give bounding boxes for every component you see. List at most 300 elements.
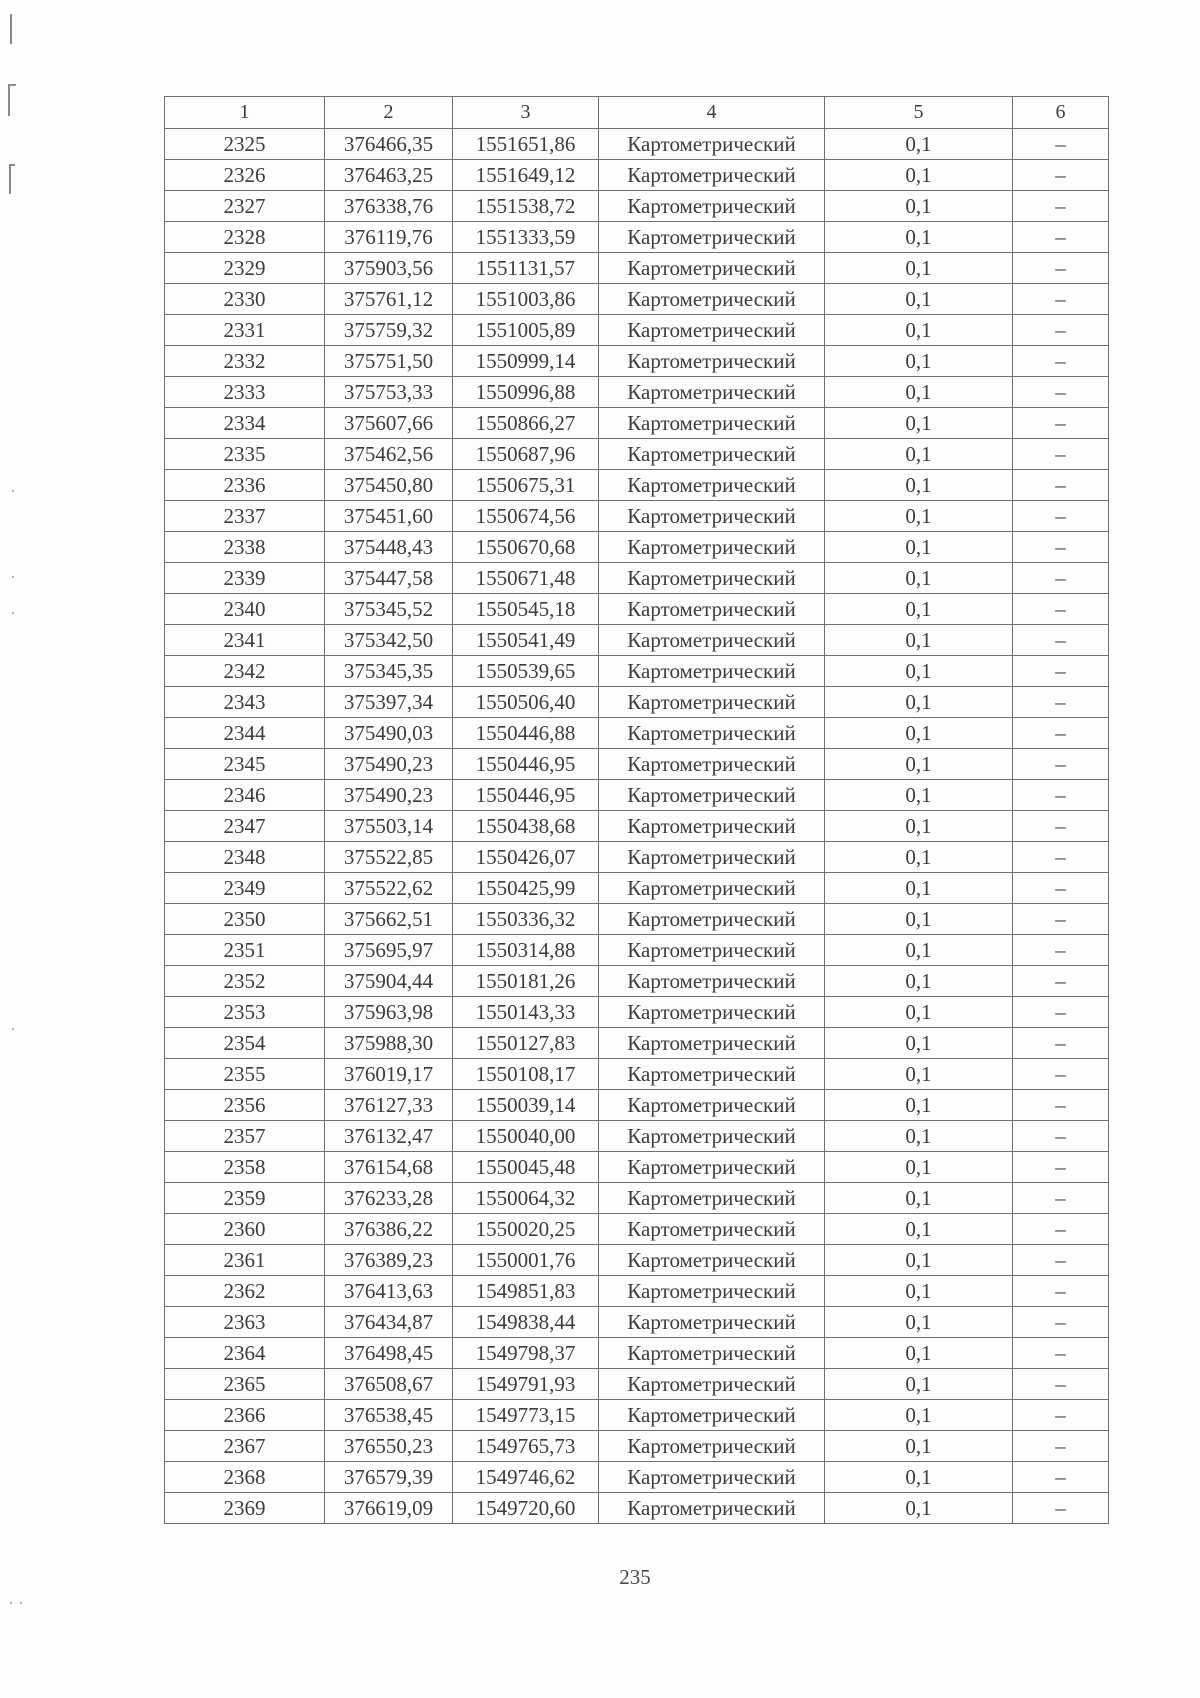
table-row [165, 842, 1109, 873]
description-cell: – [1013, 222, 1109, 253]
y-coordinate-cell: 1550001,76 [453, 1245, 599, 1276]
table-row [165, 1090, 1109, 1121]
point-number-cell: 2326 [165, 160, 325, 191]
x-coordinate-cell: 376434,87 [325, 1307, 453, 1338]
x-coordinate-cell: 375448,43 [325, 532, 453, 563]
x-coordinate-cell: 375662,51 [325, 904, 453, 935]
accuracy-cell: 0,1 [825, 687, 1013, 718]
x-coordinate-cell: 375447,58 [325, 563, 453, 594]
scan-artifact-dot [12, 490, 14, 492]
description-cell: – [1013, 1214, 1109, 1245]
table-row [165, 1431, 1109, 1462]
accuracy-cell: 0,1 [825, 935, 1013, 966]
scan-artifact-bracket [9, 164, 11, 194]
x-coordinate-cell: 375451,60 [325, 501, 453, 532]
description-cell: – [1013, 377, 1109, 408]
description-cell: – [1013, 129, 1109, 160]
x-coordinate-cell: 375490,23 [325, 780, 453, 811]
point-number-cell: 2344 [165, 718, 325, 749]
point-number-cell: 2341 [165, 625, 325, 656]
y-coordinate-cell: 1549791,93 [453, 1369, 599, 1400]
table-row [165, 904, 1109, 935]
description-cell: – [1013, 160, 1109, 191]
column-header: 1 [165, 97, 325, 129]
y-coordinate-cell: 1550143,33 [453, 997, 599, 1028]
x-coordinate-cell: 375904,44 [325, 966, 453, 997]
point-number-cell: 2351 [165, 935, 325, 966]
method-cell: Картометрический [599, 1183, 825, 1214]
description-cell: – [1013, 594, 1109, 625]
point-number-cell: 2363 [165, 1307, 325, 1338]
method-cell: Картометрический [599, 997, 825, 1028]
scan-artifact-dot [12, 576, 14, 578]
y-coordinate-cell: 1550539,65 [453, 656, 599, 687]
y-coordinate-cell: 1549765,73 [453, 1431, 599, 1462]
x-coordinate-cell: 376019,17 [325, 1059, 453, 1090]
method-cell: Картометрический [599, 873, 825, 904]
point-number-cell: 2339 [165, 563, 325, 594]
accuracy-cell: 0,1 [825, 656, 1013, 687]
method-cell: Картометрический [599, 842, 825, 873]
accuracy-cell: 0,1 [825, 842, 1013, 873]
y-coordinate-cell: 1550999,14 [453, 346, 599, 377]
method-cell: Картометрический [599, 222, 825, 253]
method-cell: Картометрический [599, 1028, 825, 1059]
accuracy-cell: 0,1 [825, 966, 1013, 997]
table-row [165, 625, 1109, 656]
table-row [165, 594, 1109, 625]
y-coordinate-cell: 1550866,27 [453, 408, 599, 439]
accuracy-cell: 0,1 [825, 191, 1013, 222]
y-coordinate-cell: 1551538,72 [453, 191, 599, 222]
table-row [165, 873, 1109, 904]
y-coordinate-cell: 1550446,88 [453, 718, 599, 749]
method-cell: Картометрический [599, 160, 825, 191]
description-cell: – [1013, 1183, 1109, 1214]
method-cell: Картометрический [599, 1493, 825, 1524]
y-coordinate-cell: 1550506,40 [453, 687, 599, 718]
scan-artifact-dot [10, 1602, 12, 1604]
x-coordinate-cell: 375988,30 [325, 1028, 453, 1059]
accuracy-cell: 0,1 [825, 377, 1013, 408]
y-coordinate-cell: 1551649,12 [453, 160, 599, 191]
description-cell: – [1013, 718, 1109, 749]
table-row [165, 1462, 1109, 1493]
y-coordinate-cell: 1550671,48 [453, 563, 599, 594]
description-cell: – [1013, 439, 1109, 470]
point-number-cell: 2345 [165, 749, 325, 780]
y-coordinate-cell: 1551333,59 [453, 222, 599, 253]
point-number-cell: 2362 [165, 1276, 325, 1307]
y-coordinate-cell: 1549720,60 [453, 1493, 599, 1524]
description-cell: – [1013, 501, 1109, 532]
accuracy-cell: 0,1 [825, 1059, 1013, 1090]
method-cell: Картометрический [599, 191, 825, 222]
accuracy-cell: 0,1 [825, 129, 1013, 160]
x-coordinate-cell: 376466,35 [325, 129, 453, 160]
table-row [165, 1121, 1109, 1152]
point-number-cell: 2364 [165, 1338, 325, 1369]
x-coordinate-cell: 375490,03 [325, 718, 453, 749]
table-row [165, 253, 1109, 284]
y-coordinate-cell: 1550674,56 [453, 501, 599, 532]
accuracy-cell: 0,1 [825, 997, 1013, 1028]
description-cell: – [1013, 532, 1109, 563]
column-header: 2 [325, 97, 453, 129]
y-coordinate-cell: 1550541,49 [453, 625, 599, 656]
description-cell: – [1013, 1493, 1109, 1524]
y-coordinate-cell: 1550040,00 [453, 1121, 599, 1152]
method-cell: Картометрический [599, 811, 825, 842]
point-number-cell: 2346 [165, 780, 325, 811]
description-cell: – [1013, 1338, 1109, 1369]
x-coordinate-cell: 376463,25 [325, 160, 453, 191]
description-cell: – [1013, 191, 1109, 222]
accuracy-cell: 0,1 [825, 470, 1013, 501]
x-coordinate-cell: 375963,98 [325, 997, 453, 1028]
y-coordinate-cell: 1550064,32 [453, 1183, 599, 1214]
table-row [165, 563, 1109, 594]
table-row [165, 1152, 1109, 1183]
accuracy-cell: 0,1 [825, 625, 1013, 656]
table-body [165, 129, 1109, 1524]
accuracy-cell: 0,1 [825, 1121, 1013, 1152]
method-cell: Картометрический [599, 966, 825, 997]
scan-artifact-bracket [8, 84, 16, 86]
accuracy-cell: 0,1 [825, 811, 1013, 842]
accuracy-cell: 0,1 [825, 1028, 1013, 1059]
table-row [165, 1307, 1109, 1338]
table-row [165, 1493, 1109, 1524]
method-cell: Картометрический [599, 1059, 825, 1090]
description-cell: – [1013, 625, 1109, 656]
accuracy-cell: 0,1 [825, 563, 1013, 594]
table-row [165, 780, 1109, 811]
description-cell: – [1013, 1462, 1109, 1493]
y-coordinate-cell: 1550545,18 [453, 594, 599, 625]
method-cell: Картометрический [599, 1400, 825, 1431]
method-cell: Картометрический [599, 1152, 825, 1183]
point-number-cell: 2348 [165, 842, 325, 873]
point-number-cell: 2361 [165, 1245, 325, 1276]
description-cell: – [1013, 1090, 1109, 1121]
x-coordinate-cell: 376579,39 [325, 1462, 453, 1493]
table-row [165, 1338, 1109, 1369]
x-coordinate-cell: 376413,63 [325, 1276, 453, 1307]
table-row [165, 1028, 1109, 1059]
accuracy-cell: 0,1 [825, 408, 1013, 439]
y-coordinate-cell: 1550127,83 [453, 1028, 599, 1059]
table-row [165, 315, 1109, 346]
description-cell: – [1013, 1059, 1109, 1090]
point-number-cell: 2359 [165, 1183, 325, 1214]
table-row [165, 408, 1109, 439]
x-coordinate-cell: 375759,32 [325, 315, 453, 346]
description-cell: – [1013, 966, 1109, 997]
description-cell: – [1013, 935, 1109, 966]
y-coordinate-cell: 1549746,62 [453, 1462, 599, 1493]
description-cell: – [1013, 284, 1109, 315]
description-cell: – [1013, 749, 1109, 780]
x-coordinate-cell: 375397,34 [325, 687, 453, 718]
y-coordinate-cell: 1549798,37 [453, 1338, 599, 1369]
x-coordinate-cell: 375753,33 [325, 377, 453, 408]
accuracy-cell: 0,1 [825, 346, 1013, 377]
x-coordinate-cell: 375695,97 [325, 935, 453, 966]
description-cell: – [1013, 904, 1109, 935]
y-coordinate-cell: 1550675,31 [453, 470, 599, 501]
y-coordinate-cell: 1550687,96 [453, 439, 599, 470]
point-number-cell: 2328 [165, 222, 325, 253]
description-cell: – [1013, 780, 1109, 811]
method-cell: Картометрический [599, 501, 825, 532]
table-row [165, 222, 1109, 253]
table-header-row [165, 97, 1109, 129]
accuracy-cell: 0,1 [825, 1245, 1013, 1276]
method-cell: Картометрический [599, 1121, 825, 1152]
accuracy-cell: 0,1 [825, 1152, 1013, 1183]
x-coordinate-cell: 376619,09 [325, 1493, 453, 1524]
scan-artifact-dot [20, 1602, 22, 1604]
table-row [165, 284, 1109, 315]
method-cell: Картометрический [599, 780, 825, 811]
x-coordinate-cell: 375462,56 [325, 439, 453, 470]
x-coordinate-cell: 375903,56 [325, 253, 453, 284]
table-row [165, 346, 1109, 377]
description-cell: – [1013, 842, 1109, 873]
page-number: 235 [619, 1565, 651, 1589]
method-cell: Картометрический [599, 315, 825, 346]
method-cell: Картометрический [599, 749, 825, 780]
x-coordinate-cell: 375751,50 [325, 346, 453, 377]
point-number-cell: 2329 [165, 253, 325, 284]
method-cell: Картометрический [599, 1307, 825, 1338]
y-coordinate-cell: 1550446,95 [453, 749, 599, 780]
method-cell: Картометрический [599, 346, 825, 377]
method-cell: Картометрический [599, 408, 825, 439]
method-cell: Картометрический [599, 284, 825, 315]
y-coordinate-cell: 1550425,99 [453, 873, 599, 904]
accuracy-cell: 0,1 [825, 904, 1013, 935]
y-coordinate-cell: 1550020,25 [453, 1214, 599, 1245]
column-header: 3 [453, 97, 599, 129]
y-coordinate-cell: 1550045,48 [453, 1152, 599, 1183]
table-row [165, 1276, 1109, 1307]
point-number-cell: 2356 [165, 1090, 325, 1121]
accuracy-cell: 0,1 [825, 1307, 1013, 1338]
method-cell: Картометрический [599, 594, 825, 625]
description-cell: – [1013, 470, 1109, 501]
point-number-cell: 2352 [165, 966, 325, 997]
accuracy-cell: 0,1 [825, 873, 1013, 904]
accuracy-cell: 0,1 [825, 780, 1013, 811]
y-coordinate-cell: 1550336,32 [453, 904, 599, 935]
description-cell: – [1013, 253, 1109, 284]
table-row [165, 1369, 1109, 1400]
coordinates-table [164, 96, 1109, 1524]
x-coordinate-cell: 375522,62 [325, 873, 453, 904]
description-cell: – [1013, 346, 1109, 377]
method-cell: Картометрический [599, 532, 825, 563]
method-cell: Картометрический [599, 253, 825, 284]
point-number-cell: 2331 [165, 315, 325, 346]
table-row [165, 966, 1109, 997]
y-coordinate-cell: 1550670,68 [453, 532, 599, 563]
accuracy-cell: 0,1 [825, 160, 1013, 191]
scan-artifact-bracket [8, 84, 10, 116]
x-coordinate-cell: 376119,76 [325, 222, 453, 253]
table-row [165, 997, 1109, 1028]
method-cell: Картометрический [599, 1369, 825, 1400]
x-coordinate-cell: 376154,68 [325, 1152, 453, 1183]
point-number-cell: 2333 [165, 377, 325, 408]
table-row [165, 532, 1109, 563]
x-coordinate-cell: 376132,47 [325, 1121, 453, 1152]
x-coordinate-cell: 375345,35 [325, 656, 453, 687]
table-row [165, 749, 1109, 780]
method-cell: Картометрический [599, 563, 825, 594]
accuracy-cell: 0,1 [825, 1431, 1013, 1462]
description-cell: – [1013, 811, 1109, 842]
accuracy-cell: 0,1 [825, 501, 1013, 532]
point-number-cell: 2343 [165, 687, 325, 718]
point-number-cell: 2327 [165, 191, 325, 222]
accuracy-cell: 0,1 [825, 1338, 1013, 1369]
point-number-cell: 2360 [165, 1214, 325, 1245]
point-number-cell: 2330 [165, 284, 325, 315]
method-cell: Картометрический [599, 1245, 825, 1276]
y-coordinate-cell: 1551651,86 [453, 129, 599, 160]
point-number-cell: 2354 [165, 1028, 325, 1059]
point-number-cell: 2340 [165, 594, 325, 625]
accuracy-cell: 0,1 [825, 222, 1013, 253]
method-cell: Картометрический [599, 1338, 825, 1369]
y-coordinate-cell: 1549838,44 [453, 1307, 599, 1338]
table-row [165, 439, 1109, 470]
table-row [165, 377, 1109, 408]
x-coordinate-cell: 375490,23 [325, 749, 453, 780]
accuracy-cell: 0,1 [825, 1400, 1013, 1431]
x-coordinate-cell: 376127,33 [325, 1090, 453, 1121]
x-coordinate-cell: 376386,22 [325, 1214, 453, 1245]
y-coordinate-cell: 1550108,17 [453, 1059, 599, 1090]
accuracy-cell: 0,1 [825, 253, 1013, 284]
table-row [165, 687, 1109, 718]
y-coordinate-cell: 1550314,88 [453, 935, 599, 966]
description-cell: – [1013, 408, 1109, 439]
scan-artifact-dot [12, 612, 14, 614]
y-coordinate-cell: 1550426,07 [453, 842, 599, 873]
point-number-cell: 2335 [165, 439, 325, 470]
x-coordinate-cell: 376498,45 [325, 1338, 453, 1369]
x-coordinate-cell: 375761,12 [325, 284, 453, 315]
scan-artifact-line [10, 14, 12, 44]
x-coordinate-cell: 375342,50 [325, 625, 453, 656]
scan-artifact-bracket [9, 164, 15, 166]
table-row [165, 718, 1109, 749]
description-cell: – [1013, 1121, 1109, 1152]
method-cell: Картометрический [599, 935, 825, 966]
description-cell: – [1013, 1276, 1109, 1307]
method-cell: Картометрический [599, 625, 825, 656]
description-cell: – [1013, 656, 1109, 687]
description-cell: – [1013, 873, 1109, 904]
accuracy-cell: 0,1 [825, 1493, 1013, 1524]
description-cell: – [1013, 687, 1109, 718]
y-coordinate-cell: 1551003,86 [453, 284, 599, 315]
point-number-cell: 2368 [165, 1462, 325, 1493]
point-number-cell: 2325 [165, 129, 325, 160]
description-cell: – [1013, 1369, 1109, 1400]
point-number-cell: 2336 [165, 470, 325, 501]
description-cell: – [1013, 1307, 1109, 1338]
table-row [165, 1214, 1109, 1245]
x-coordinate-cell: 375503,14 [325, 811, 453, 842]
point-number-cell: 2349 [165, 873, 325, 904]
table-row [165, 656, 1109, 687]
accuracy-cell: 0,1 [825, 1214, 1013, 1245]
method-cell: Картометрический [599, 656, 825, 687]
method-cell: Картометрический [599, 1276, 825, 1307]
method-cell: Картометрический [599, 718, 825, 749]
y-coordinate-cell: 1551131,57 [453, 253, 599, 284]
x-coordinate-cell: 376508,67 [325, 1369, 453, 1400]
accuracy-cell: 0,1 [825, 439, 1013, 470]
point-number-cell: 2334 [165, 408, 325, 439]
method-cell: Картометрический [599, 377, 825, 408]
point-number-cell: 2357 [165, 1121, 325, 1152]
method-cell: Картометрический [599, 439, 825, 470]
point-number-cell: 2367 [165, 1431, 325, 1462]
column-header: 5 [825, 97, 1013, 129]
point-number-cell: 2353 [165, 997, 325, 1028]
description-cell: – [1013, 1400, 1109, 1431]
description-cell: – [1013, 1245, 1109, 1276]
table-row [165, 470, 1109, 501]
point-number-cell: 2347 [165, 811, 325, 842]
accuracy-cell: 0,1 [825, 1276, 1013, 1307]
y-coordinate-cell: 1549851,83 [453, 1276, 599, 1307]
accuracy-cell: 0,1 [825, 1183, 1013, 1214]
accuracy-cell: 0,1 [825, 315, 1013, 346]
point-number-cell: 2358 [165, 1152, 325, 1183]
table-row [165, 1400, 1109, 1431]
point-number-cell: 2342 [165, 656, 325, 687]
description-cell: – [1013, 1431, 1109, 1462]
table-row [165, 811, 1109, 842]
point-number-cell: 2350 [165, 904, 325, 935]
y-coordinate-cell: 1550446,95 [453, 780, 599, 811]
description-cell: – [1013, 1028, 1109, 1059]
method-cell: Картометрический [599, 1090, 825, 1121]
y-coordinate-cell: 1550438,68 [453, 811, 599, 842]
description-cell: – [1013, 997, 1109, 1028]
method-cell: Картометрический [599, 129, 825, 160]
x-coordinate-cell: 376338,76 [325, 191, 453, 222]
accuracy-cell: 0,1 [825, 1462, 1013, 1493]
method-cell: Картометрический [599, 470, 825, 501]
scan-artifact-dot [12, 1028, 14, 1030]
accuracy-cell: 0,1 [825, 594, 1013, 625]
point-number-cell: 2332 [165, 346, 325, 377]
x-coordinate-cell: 375450,80 [325, 470, 453, 501]
method-cell: Картометрический [599, 904, 825, 935]
accuracy-cell: 0,1 [825, 532, 1013, 563]
x-coordinate-cell: 376550,23 [325, 1431, 453, 1462]
description-cell: – [1013, 563, 1109, 594]
x-coordinate-cell: 376538,45 [325, 1400, 453, 1431]
table-row [165, 1183, 1109, 1214]
